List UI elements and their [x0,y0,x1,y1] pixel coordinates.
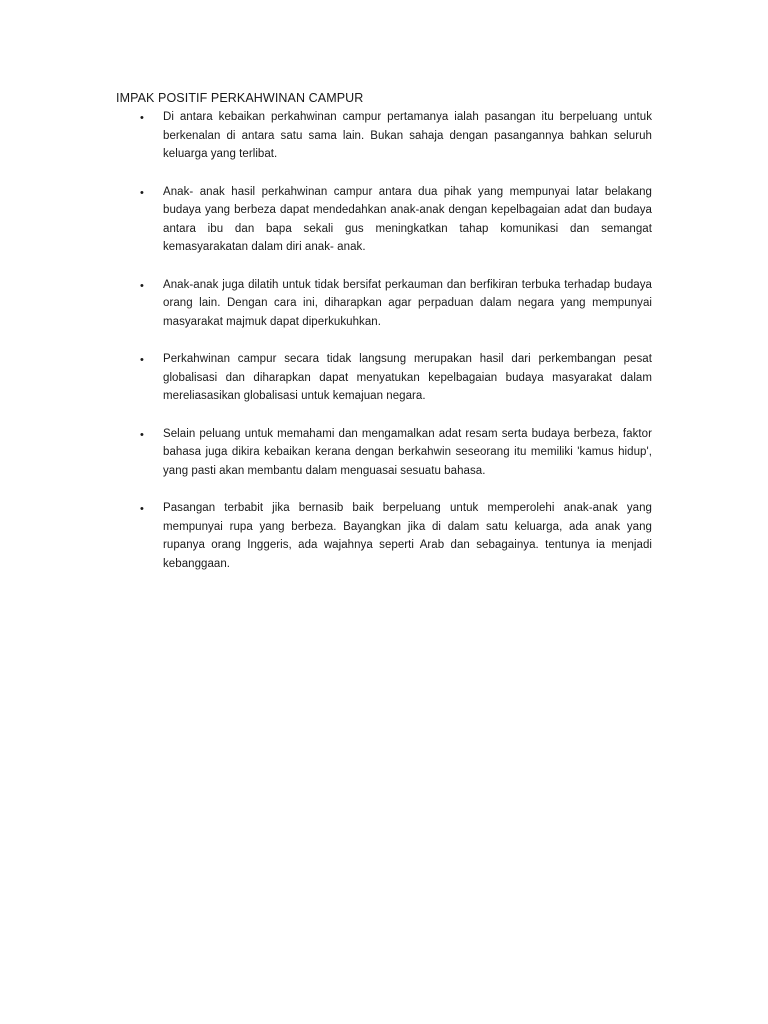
bullet-text: Anak-anak juga dilatih untuk tidak bersifat perkauman dan berfikiran terbuka terhadap budaya orang lain. Dengan cara ini, diharapkan agar perpaduan dalam negara yang mempunyai masyarakat majmuk dapat diperkukuhkan. [163,278,652,328]
list-item [0,108,768,164]
list-item [0,276,768,332]
list-item [0,425,768,481]
bullet-text: Selain peluang untuk memahami dan mengamalkan adat resam serta budaya berbeza, faktor bahasa juga dikira kebaikan kerana dengan berkahwin seseorang itu memiliki 'kamus hidup', yang pasti akan membantu dalam menguasai sesuatu bahasa. [163,427,652,477]
list-item [0,499,768,573]
bullet-text: Pasangan terbabit jika bernasib baik berpeluang untuk memperolehi anak-anak yang mempunyai rupa yang berbeza. Bayangkan jika di dalam satu keluarga, ada anak yang rupanya orang Inggeris, ada wajahnya seperti Arab dan sebagainya. tentunya ia menjadi kebanggaan. [163,502,652,570]
bullet-text: Perkahwinan campur secara tidak langsung merupakan hasil dari perkembangan pesat globalisasi dan diharapkan dapat menyatukan kepelbagaian budaya masyarakat dalam mereliasasikan globalisasi untuk kemajuan negara. [163,353,652,402]
bullet-icon: • [140,428,144,441]
bullet-icon: • [140,503,144,515]
document-title: IMPAK POSITIF PERKAHWINAN CAMPUR [116,91,364,105]
bullet-icon: • [140,354,144,366]
list-item [0,183,768,257]
bullet-text: Di antara kebaikan perkahwinan campur pertamanya ialah pasangan itu berpeluang untuk berkenalan di antara satu sama lain. Bukan sahaja dengan pasangannya bahkan seluruh keluarga yang terlibat. [163,111,652,160]
bullet-icon: • [140,112,144,124]
bullet-icon: • [140,279,144,292]
bullet-icon: • [140,186,144,199]
bullet-text: Anak- anak hasil perkahwinan campur antara dua pihak yang mempunyai latar belakang budaya yang berbeza dapat mendedahkan anak-anak dengan kepelbagaian adat dan budaya antara ibu dan bapa sekali gus meningkatkan tahap komunikasi dan semangat kemasyarakatan dalam diri anak- anak. [163,185,652,253]
list-item [0,350,768,406]
bullet-list [0,108,768,592]
